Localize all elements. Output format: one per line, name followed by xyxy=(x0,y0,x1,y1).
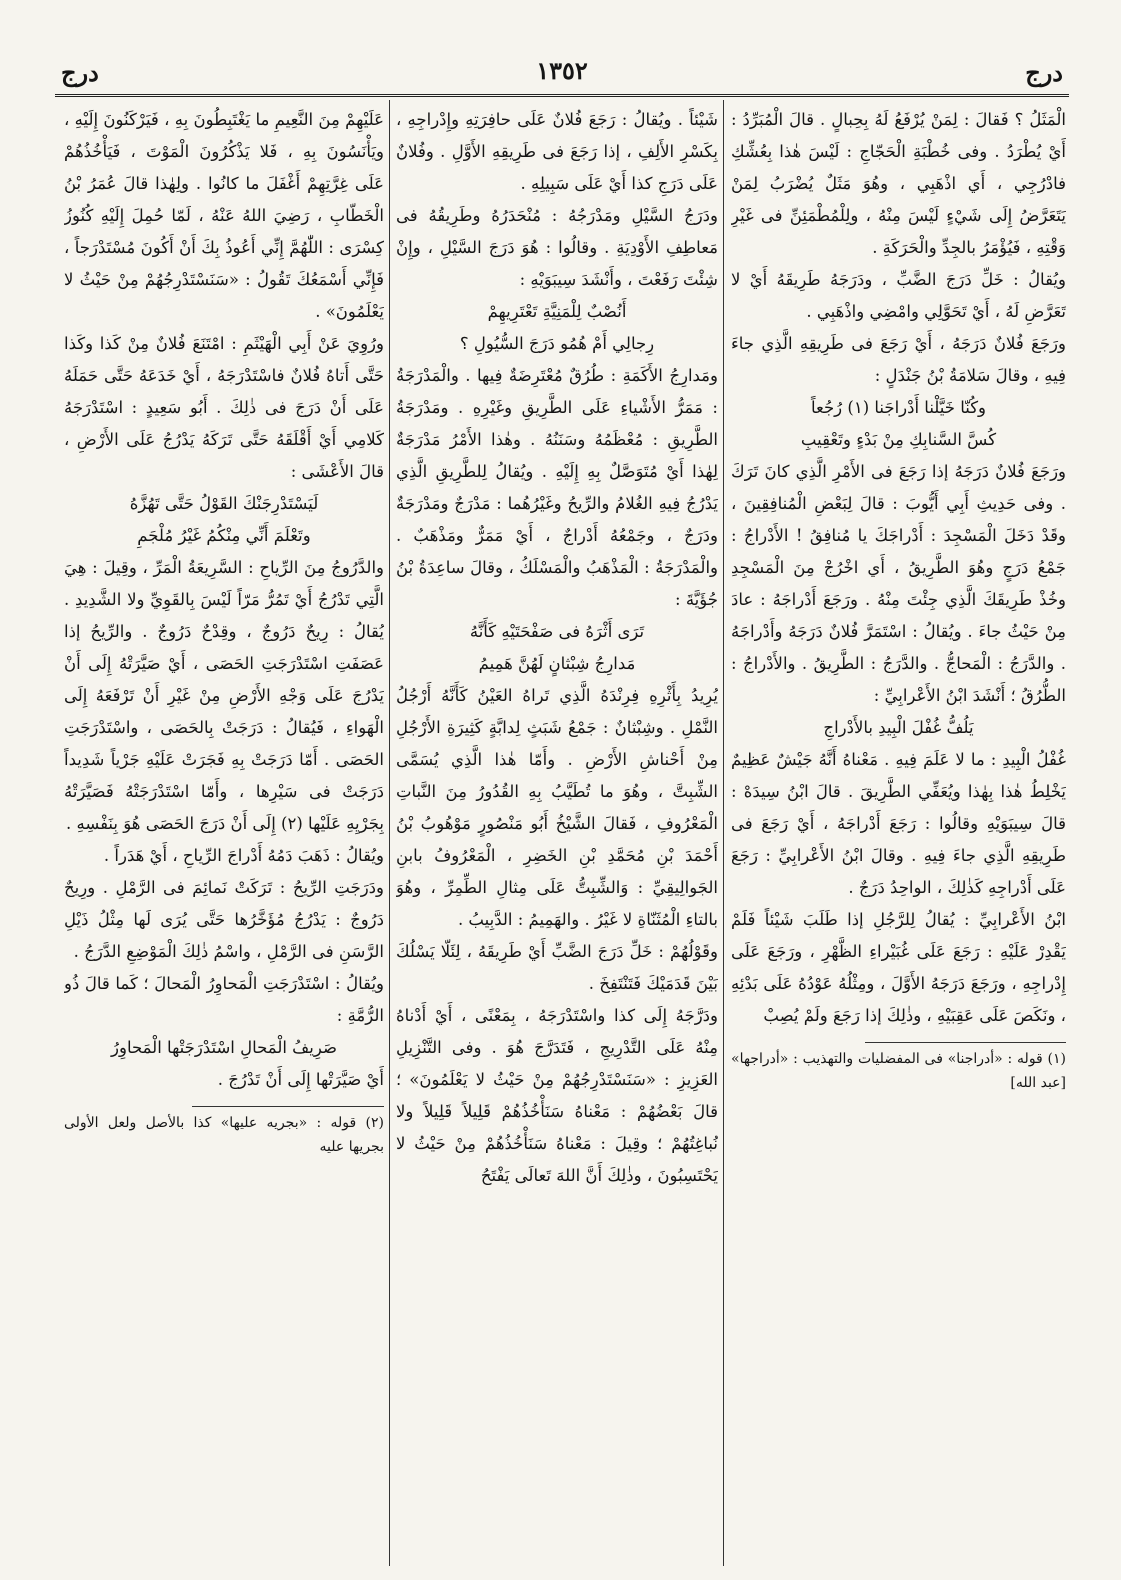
footnote: (١) قوله : «أدراجنا» فى المفضليات والتهذيب : «أدراجها» [عبد الله] xyxy=(731,1051,1066,1091)
paragraph: ورَجَعَ فُلانٌ دَرَجَهُ ، أَيْ رَجَعَ فى طَرِيقِهِ الَّذِي جاءَ فِيهِ ، وقالَ سَلامَةُ بْنُ جَنْدَلٍ : xyxy=(731,334,1066,385)
paragraph: الْمَثَلُ ؟ فَقالَ : لِمَنْ يُرْفَعُ لَهُ بِحِبالٍ . قالَ الْمُبَرِّدُ : أَيْ يُطْرَدُ . وفى خُطْبَةِ الْحَجّاجِ : لَيْسَ هٰذا بِعُشِّكِ فادْرُجِي ، أَي اذْهَبِي ، وهُوَ مَثَلٌ يُضْرَبُ لِمَنْ يَتَعَرَّضُ إِلَى شَيْءٍ لَيْسَ مِنْهُ ، ولِلْمُطْمَئِنِّ فى غَيْرِ وَقْتِهِ ، فَيُؤْمَرُ بالجِدِّ والْحَرَكَةِ . xyxy=(731,110,1066,257)
paragraph: عَلَيْهِمْ مِنَ النَّعِيمِ ما يَغْتَبِطُونَ بِهِ ، فَيَرْكَنُونَ إِلَيْهِ ، ويَأْنَسُونَ بِهِ ، فَلا يَذْكُرُونَ الْمَوْتَ ، فَيَأْخُذُهُمْ عَلَى غِرَّتِهِمْ أَغْفَلَ ما كانُوا . ولِهٰذا قالَ عُمَرُ بْنُ الْخَطّابِ ، رَضِيَ اللهُ عَنْهُ ، لَمّا حُمِلَ إِلَيْهِ كُنُوزُ كِسْرَى : اللّٰهُمَّ إِنِّي أَعُوذُ بِكَ أَنْ أَكُونَ مُسْتَدْرَجاً ، فَإِنِّي أَسْمَعُكَ تَقُولُ : «سَنَسْتَدْرِجُهُمْ مِنْ حَيْثُ لا يَعْلَمُونَ» . xyxy=(64,110,384,321)
paragraph: أَيْ صَيَّرَتْها إِلَى أَنْ تَدْرُجَ . xyxy=(217,1070,384,1089)
paragraph: ومَدارِجُ الأَكَمَةِ : طُرُقٌ مُعْتَرِضَةٌ فِيها . والْمَدْرَجَةُ : مَمَرُّ الأَشْياءِ عَلَى الطَّرِيقِ وغَيْرِهِ . ومَدْرَجَةُ الطَّرِيقِ : مُعْظَمُهُ وسَنَنُهُ . وهٰذا الأَمْرُ مَدْرَجَةٌ لِهٰذا أَيْ مُتَوَصَّلٌ بِهِ إِلَيْهِ . ويُقالُ لِلطَّرِيقِ الَّذِي يَدْرُجُ فِيهِ الغُلامُ والرِّيحُ وغَيْرُهُما : مَدْرَجٌ ومَدْرَجَةٌ ودَرَجٌ ، وجَمْعُهُ أَدْراجٌ ، أَيْ مَمَرٌّ ومَذْهَبٌ . والْمَدْرَجَةُ : الْمَذْهَبُ والْمَسْلَكُ ، وقالَ ساعِدَةُ بْنُ جُؤَيَّةَ : xyxy=(396,366,718,609)
verse-line: رِجالِي أَمْ هُمُو دَرَجَ السُّيُولِ ؟ xyxy=(459,334,655,353)
column-right xyxy=(731,104,1066,1544)
column-divider-left xyxy=(389,100,390,1566)
paragraph: ويُقالُ : اسْتَدْرَجَتِ الْمَحاوِرُ الْمَحالَ ؛ كَما قالَ ذُو الرُّمَّةِ : xyxy=(64,974,384,1025)
paragraph: ورُوِيَ عَنْ أَبِي الْهَيْثَمِ : امْتَنَعَ فُلانٌ مِنْ كَذا وكَذا حَتَّى أَتاهُ فُلانٌ فاسْتَدْرَجَهُ ، أَيْ خَدَعَهُ حَتَّى حَمَلَهُ عَلَى أَنْ دَرَجَ فى ذٰلِكَ . أَبُو سَعِيدٍ : اسْتَدْرَجَهُ كَلامِي أَيْ أَقْلَقَهُ حَتَّى تَرَكَهُ يَدْرُجُ عَلَى الأَرْضِ ، قالَ الأَعْشَى : xyxy=(64,334,384,481)
running-head-right: درج xyxy=(1025,58,1063,87)
paragraph: ويُقالُ : خَلِّ دَرَجَ الضَّبِّ ، ودَرَجَهُ طَرِيقَهُ أَيْ لا تَعَرَّضِ لَهُ ، أَيْ تَحَوَّلِي وامْضِي واذْهَبِي . xyxy=(731,270,1066,321)
paragraph: غُفْلُ الْبِيدِ : ما لا عَلَمَ فِيهِ . مَعْناهُ أَنَّهُ جَيْشٌ عَظِيمٌ يَخْلِطُ هٰذا بِهٰذا ويُعَفِّي الطَّرِيقَ . قالَ ابْنُ سِيدَهْ : قالَ سِيبَوَيْهِ وقالُوا : رَجَعَ أَدْراجَهُ ، أَيْ رَجَعَ فى طَرِيقِهِ الَّذِي جاءَ فِيهِ . وقالَ ابْنُ الأَعْرابِيِّ : رَجَعَ عَلَى أَدْراجِهِ كَذٰلِكَ ، الواحِدُ دَرَجٌ . xyxy=(731,750,1066,897)
verse-line: يَلُفُّ غُفْلَ الْبِيدِ بالأَدْراجِ xyxy=(823,718,974,737)
footnote: (٢) قوله : «بجريه عليها» كذا بالأصل ولعل الأولى بجريها عليه xyxy=(64,1115,384,1155)
verse-line: صَرِيفُ الْمَحالِ اسْتَدْرَجَتْها الْمَحاوِرُ xyxy=(111,1038,337,1057)
verse-line: لَيَسْتَدْرِجَنْكَ القَوْلُ حَتَّى تَهُزَّهُ xyxy=(129,494,319,513)
column-divider-right xyxy=(723,100,724,1566)
paragraph: ابْنُ الأَعْرابِيِّ : يُقالُ لِلرَّجُلِ إذا طَلَبَ شَيْئاً فَلَمْ يَقْدِرْ عَلَيْهِ : رَجَعَ عَلَى غُبَيْراءِ الظَّهْرِ ، ورَجَعَ عَلَى إِدْراجِهِ ، ورَجَعَ دَرَجَهُ الأَوَّلَ ، ومِثْلُهُ عَوْدُهُ عَلَى بَدْئِهِ ، ونَكَصَ عَلَى عَقِبَيْهِ ، وذٰلِكَ إذا رَجَعَ ولَمْ يُصِبْ xyxy=(731,910,1066,1025)
verse-line: أَنُصْبٌ لِلْمَنِيَّةِ تَعْتَرِيهِمْ xyxy=(487,302,627,321)
verse-line: كُسَّ السَّنابِكِ مِنْ بَدْءٍ وتَعْقِيبِ xyxy=(800,430,997,449)
paragraph: ورَجَعَ فُلانٌ دَرَجَهُ إذا رَجَعَ فى الأَمْرِ الَّذِي كانَ تَرَكَ . وفى حَدِيثِ أَبِي أَيُّوبَ : قالَ لِبَعْضِ الْمُنافِقِينَ ، وقَدْ دَخَلَ الْمَسْجِدَ : أَدْراجَكَ يا مُنافِقُ ! الأَدْراجُ : جَمْعُ دَرَجٍ وهُوَ الطَّرِيقُ ، أَي اخْرُجْ مِنَ الْمَسْجِدِ وخُذْ طَرِيقَكَ الَّذِي جِئْتَ مِنْهُ . ورَجَعَ أَدْراجَهُ : عادَ مِنْ حَيْثُ جاءَ . ويُقالُ : اسْتَمَرَّ فُلانٌ دَرَجَهُ وأَدْراجَهُ . والدَّرَجُ : الْمَحاجُّ . والدَّرَجُ : الطَّرِيقُ . والأَدْراجُ : الطُّرُقُ ؛ أَنْشَدَ ابْنُ الأَعْرابِيِّ : xyxy=(731,462,1066,705)
footnote-rule xyxy=(192,1106,384,1107)
verse-line: تَرَى أَثْرَهُ فى صَفْحَتَيْهِ كَأَنَّهُ xyxy=(469,622,645,641)
paragraph: ودَرَجُ السَّيْلِ ومَدْرَجُهُ : مُنْحَدَرُهُ وطَرِيقُهُ فى مَعاطِفِ الأَوْدِيَةِ . وقالُوا : هُوَ دَرَجَ السَّيْلِ ، وإِنْ شِئْتَ رَفَعْتَ ، وأَنْشَدَ سِيبَوَيْهِ : xyxy=(396,206,718,289)
page-number: ١٣٥٢ xyxy=(536,56,588,85)
paragraph: يُرِيدُ بِأَثْرِهِ فِرِنْدَهُ الَّذِي تَراهُ العَيْنُ كَأَنَّهُ أَرْجُلُ النَّمْلِ . وشِبْثانٌ : جَمْعُ شَبَثٍ لِدابَّةٍ كَثِيرَةِ الأَرْجُلِ مِنْ أَحْناشِ الأَرْضِ . وأَمّا هٰذا الَّذِي يُسَمَّى الشِّبِتَّ ، وهُوَ ما تُطَيَّبُ بِهِ القُدُورُ مِنَ النَّباتِ الْمَعْرُوفِ ، فَقالَ الشَّيْخُ أَبُو مَنْصُورٍ مَوْهُوبُ بْنُ أَحْمَدَ بْنِ مُحَمَّدِ بْنِ الخَضِرِ ، الْمَعْرُوفُ بابنِ الجَوالِيقِيِّ : وَالشِّبِتُّ عَلَى مِثالِ الطِّمِرِّ ، وهُوَ بالتاءِ الْمُثَنّاةِ لا غَيْرُ . والهَمِيمُ : الدَّبِيبُ . xyxy=(396,686,718,929)
verse-line: وتَعْلَمَ أَنِّي مِنْكُمُ غَيْرُ مُلْجَمِ xyxy=(137,526,311,545)
footnote-rule xyxy=(865,1042,1066,1043)
verse-line: مَدارِجُ شِبْثانٍ لَهُنَّ هَمِيمُ xyxy=(478,654,636,673)
paragraph: وقَوْلُهُمْ : خَلِّ دَرَجَ الضَّبِّ أَيْ طَرِيقَهُ ، لِئَلّا يَسْلُكَ بَيْنَ قَدَمَيْكَ فَتَنْتَفِخَ . xyxy=(396,942,718,993)
paragraph: ويُقالُ : ذَهَبَ دَمُهُ أَدْراجَ الرِّياحِ ، أَيْ هَدَراً . xyxy=(103,846,384,865)
page-header xyxy=(55,48,1069,92)
paragraph: ودَرَّجَهُ إِلَى كذا واسْتَدْرَجَهُ ، بِمَعْنًى ، أَيْ أَدْناهُ مِنْهُ عَلَى التَّدْرِيجِ ، فَتَدَرَّجَ هُوَ . وفى التَّنْزِيلِ العَزِيزِ : «سَنَسْتَدْرِجُهُمْ مِنْ حَيْثُ لا يَعْلَمُونَ» ؛ قالَ بَعْضُهُمْ : مَعْناهُ سَنَأْخُذُهُمْ قَلِيلاً قَلِيلاً ولا نُباغِتُهُمْ ؛ وقِيلَ : مَعْناهُ سَنَأْخُذُهُمْ مِنْ حَيْثُ لا يَحْتَسِبُونَ ، وذٰلِكَ أَنَّ اللهَ تَعالَى يَفْتَحُ xyxy=(396,1006,718,1185)
column-left xyxy=(64,104,384,1544)
paragraph: والدَّرُوجُ مِنَ الرِّياحِ : السَّرِيعَةُ الْمَرِّ ، وقِيلَ : هِيَ الَّتِي تَدْرُجُ أَيْ تَمُرُّ مَرّاً لَيْسَ بِالقَوِيِّ ولا الشَّدِيدِ . يُقالُ : رِيحٌ دَرُوجٌ ، وقِدْحٌ دَرُوجٌ . والرِّيحُ إذا عَصَفَتِ اسْتَدْرَجَتِ الحَصَى ، أَيْ صَيَّرَتْهُ إِلَى أَنْ يَدْرُجَ عَلَى وَجْهِ الأَرْضِ مِنْ غَيْرِ أَنْ تَرْفَعَهُ إِلَى الْهَواءِ ، فَيُقالُ : دَرَجَتْ بِالحَصَى ، واسْتَدْرَجَتِ الحَصَى . أَمّا دَرَجَتْ بِهِ فَجَرَتْ عَلَيْهِ جَرْياً شَدِيداً دَرَجَتْ فى سَيْرِها ، وأَمّا اسْتَدْرَجَتْهُ فَصَيَّرَتْهُ بِجَرْيِهِ عَلَيْها (٢) إِلَى أَنْ دَرَجَ الحَصَى هُوَ بِنَفْسِهِ . xyxy=(64,558,384,833)
running-head-left: درج xyxy=(61,58,99,87)
header-rule xyxy=(55,94,1069,97)
paragraph: شَيْئاً . ويُقالُ : رَجَعَ فُلانٌ عَلَى حافِرَتِهِ وإِدْراجِهِ ، بِكَسْرِ الأَلِفِ ، إذا رَجَعَ فى طَرِيقِهِ الأَوَّلِ . وفُلانٌ عَلَى دَرَجِ كذا أَيْ عَلَى سَبِيلِهِ . xyxy=(396,110,718,193)
column-middle xyxy=(396,104,718,1544)
verse-line: وكُنّا خَيَّلْنا أَدْراجَنا (١) رُجُعاً xyxy=(810,398,987,417)
paragraph: ودَرَجَتِ الرِّيحُ : تَرَكَتْ نَمائِمَ فى الرَّمْلِ . ورِيحٌ دَرُوجٌ : يَدْرُجُ مُؤَخَّرُها حَتَّى يُرَى لَها مِثْلُ ذَيْلِ الرَّسَنِ فى الرَّمْلِ ، واسْمُ ذٰلِكَ الْمَوْضِعِ الدَّرَجُ . xyxy=(64,878,384,961)
